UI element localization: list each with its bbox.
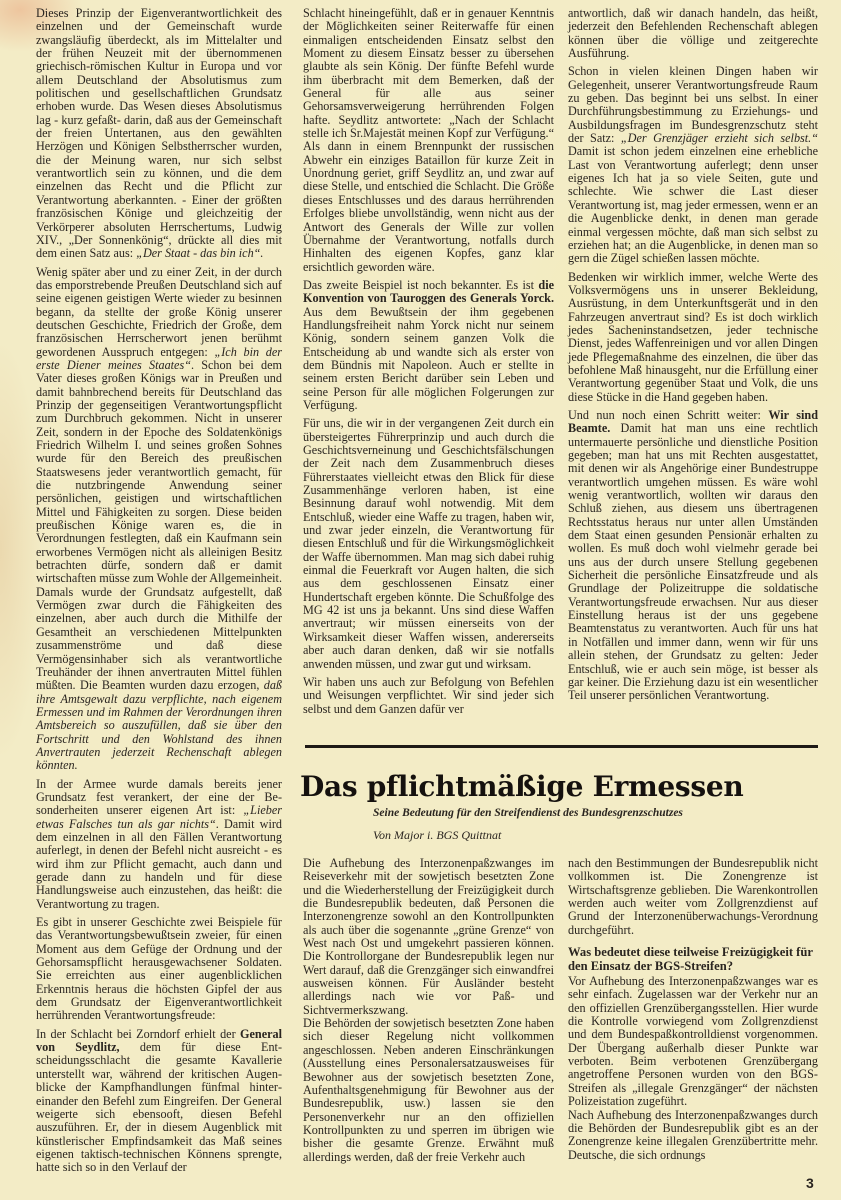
article-headline: Das pflichtmäßige Ermessen: [300, 770, 744, 803]
paragraph: Schon in vielen kleinen Dingen haben wir Gelegenheit, unserer Verantwortungsfreude Raum zu geben. Das beginnt bei uns selbst. In einer Durchführungsbestimmung zu Erziehungs- und Ausbildungsfragen im Bundesgrenzschutz steht der Satz: „Der Grenzjäger erzieht sich selbst.“ Damit ist schon jedem einzelnen eine erhebliche Last von Verantwortung auferlegt; denn unser eigenes Ich hat ja so viele Seiten, gute und schlechte. Wie schwer die Last dieser Verantwortung ist, mag jeder ermessen, wenn er an die Augenblicke denkt, in denen man gerade einmal vergessen möchte, daß man sich selbst zu erziehen hat; an die Augenblicke, in denen man so gern die Zügel schießen lassen möchte.: [568, 64, 818, 266]
paragraph: Und nun noch einen Schritt weiter: Wir sind Beamte. Damit hat man uns eine rechtlich untermauerte persönliche und dienstliche Position gegeben; man hat uns mit Rechten ausgestattet, mit denen wir als Angehörige einer Bundestruppe verantwortlich umgehen müssen. Es wäre wohl wenig verantwortlich, wollten wir daraus den Schluß ziehen, aus diesem uns übertragenen Rechtsstatus heraus nur unter allen Umständen dem Staat einen gesunden Pensionär erhalten zu wollen. Es muß doch wohl vielmehr gerade bei uns aus der durch unsere Stellung gegebenen Sicherheit die persönliche Einsatzfreude und als Grundlage der Polizeitruppe die soldatische Verantwortungsfreude erwachsen. Nur aus dieser Einstellung heraus ist der uns gegebene Beamtenstatus zu verantworten. Auch für uns hat in Notfällen und immer dann, wenn wir für uns allein stehen, der Grundsatz zu gelten: Jeder Entschluß, wie er auch sein möge, ist besser als gar keiner. Die Erziehung dazu ist ein wesentlicher Teil unserer persönlichen Verantwortung.: [568, 407, 818, 703]
quote: „Ich bin der erste Diener meines Staates“: [36, 344, 282, 372]
paragraph: In der Schlacht bei Zorndorf erhielt der General von Seydlitz, dem für diese Entscheidungsschlacht die gesamte Kavallerie unterstellt war, während der kritischen Augenblicke der Kampfhandlungen fünfmal hintereinander den Befehl zum Eingreifen. Der General weigerte sich ebensooft, diesen Befehl auszuführen. Er, der in diesem Augenblick mit künstlerischer Empfindsamkeit das Maß seines eigenen taktisch-technischen Könnens sprengte, hatte sich so in den Verlauf der: [36, 1026, 282, 1175]
paragraph: Schlacht hineingefühlt, daß er in genauer Kenntnis der Möglichkeiten seiner Reiterwaffe für einen einmaligen entscheidenden Einsatz selbst den Moment zu diesem Einsatz besser zu übersehen glaubte als sein König. Der fünfte Befehl wurde ihm überbracht mit dem Bemerken, daß der General für alle aus seiner Gehorsamsverweigerung herrührenden Folgen hafte. Seydlitz antwortete: „Nach der Schlacht stelle ich Sr.Majestät meinen Kopf zur Verfügung.“ Als dann in einem Brennpunkt der russischen Abwehr ein einziges Bataillon für kurze Zeit in Unordnung geriet, griff Seydlitz an, und zwar auf diese Stelle, und entschied die Schlacht. Die Größe dieses Entschlusses und des daraus herrührenden Erfolges bliebe unvollständig, wenn nicht aus der Antwort des Generals der Wille zur vollen Übernahme der Verantwortung, notfalls durch Hinhalten des eigenen Kopfes, ganz klar ersichtlich geworden wäre.: [303, 6, 554, 274]
paragraph: Wir haben uns auch zur Befolgung von Befehlen und Weisungen verpflichtet. Wir sind jeder sich selbst und dem Ganzen dafür ver: [303, 674, 554, 716]
paragraph: Vor Aufhebung des Interzonenpaßzwanges war es sehr einfach. Zugelassen war der Verkehr nur an den offiziellen Grenzübergangsstellen. Hier wurde die Kontrolle vorwiegend vom Zollgrenzdienst und dem Bundespaßkontrolldienst vorgenommen. Der Übergang außerhalb dieser Punkte war verboten. Beim verbotenen Grenzübergang angetroffene Personen wurden von den BGS-Streifen als „illegale Grenzgänger“ der nächsten Polizeistation zugeführt.: [568, 974, 818, 1109]
paragraph: Wenig später aber und zu einer Zeit, in der durch das emporstrebende Preußen Deutschland sich auf seine eigenen geistigen Werte wieder zu besinnen begann, da stellte der große König unserer deutschen Geschichte, Friedrich der Große, dem französischen Herrscherwort jenen berühmt gewordenen Ausspruch entgegen: „Ich bin der erste Diener meines Staates“. Schon bei dem Vater dieses großen Königs war in Preußen und damit bahnbrechend bereits für Deutschland das Prinzip der gegenseitigen Verantwortungspflicht zum Durchbruch gekommen. Nicht in unserer Zeit, sondern in der Epoche des Soldatenkönigs Friedrich Wilhelm I. und seines großen Sohnes wurde für den Bereich des preußischen Staatswesens jeder verantwortlich gemacht, für die nutzbringende Anwendung seiner persönlichen, geistigen und wirtschaftlichen Mittel und Fähigkeiten zu sorgen. Diese beiden preußischen Könige waren es, die in Verordnungen festlegten, daß ein Kaufmann sein erworbenes Vermögen nicht als alleinigen Besitz betrachten dürfe, sondern daß er damit wirtschaften müsse zum Wohle der Allgemeinheit. Damals wurde der Grundsatz aufgestellt, daß Vermögen zwar durch die Fähigkeiten des einzelnen, aber auch durch die Mithilfe der Gesamtheit an verschiedenen Mittelpunkten zusammenströme und daß diese Vermögensinhaber sich als verantwortliche Treuhänder der ihnen anvertrauten Mittel fühlen müßten. Die Beamten wurden dazu erzogen, daß ihre Amtsgewalt dazu verpflichte, nach eigenem Ermessen und im Rahmen der Verordnungen ihren Amtsbereich so auszufüllen, daß sie über den Fortschritt und den Wohlstand des ihnen Anvertrauten jederzeit Rechenschaft ablegen könnten.: [36, 264, 282, 773]
article-byline: Von Major i. BGS Quittnat: [373, 828, 502, 842]
paragraph: In der Armee wurde damals bereits jener Grundsatz fest verankert, der eine der Besonderheiten unserer eigenen Art ist: „Lieber etwas Falsches tun als gar nichts“. Damit wird dem einzelnen in all den Fällen Verantwortung auferlegt, in denen der Befehl nicht ausreicht - es wird ihm zur Pflicht gemacht, auch dann und gerade dann zu handeln und für diese Handlungsweise auch einzustehen, das heißt: die Verantwortung zu tragen.: [36, 776, 282, 911]
article1-column-3: [568, 7, 818, 708]
article1-column-2: [303, 7, 554, 721]
paragraph: antwortlich, daß wir danach handeln, das heißt, jederzeit den Befehlenden Rechenschaft ablegen können über die völlige und zeitgerechte Ausführung.: [568, 6, 818, 61]
paragraph: Die Aufhebung des Interzonenpaßzwanges im Reiseverkehr mit der sowjetisch besetzten Zone und die Wiederherstellung der Freizügigkeit durch die Bundesrepublik bedeuten, daß Personen die Interzonengrenze sowohl an den Kontrollpunkten als auch über die sogenannte „grüne Grenze“ von West nach Ost und umgekehrt passieren können. Die Kontrollorgane der Bundesrepublik legen nur Wert darauf, daß die Grenzgänger sich einwandfrei ausweisen können. Für Ausländer besteht allerdings nach wie vor Paß- und Sichtvermerkszwang.: [303, 856, 554, 1017]
bold-term: General von Seydlitz,: [36, 1026, 282, 1055]
bold-term: Wir sind Beamte.: [568, 407, 818, 436]
paragraph: Dieses Prinzip der Eigenverantwortlichkeit des einzelnen und der Gemeinschaft wurde zwangsläufig überdeckt, als im Mittelalter und der frühen Neuzeit mit der übernommenen griechisch-römischen Kultur in Europa und vor allem Deutschland der Absolutismus zum politischen und gesellschaftlichen Grundsatz erhoben wurde. Das Wesen dieses Absolutismus lag - kurz gefaßt- darin, daß aus der Gemeinschaft der freien Untertanen, aus den gewählten Herzögen und Königen Selbstherrscher wurden, die der Meinung waren, nur sich selbst verantwortlich sein zu können, und die dem einzelnen das Recht und die Pflicht zur Verantwortung aberkannten. - Einer der größten französischen Könige und gleichzeitig der Verkörperer absoluten Herrschertums, Ludwig XIV., „Der Sonnenkönig“, drückte all dies mit dem einen Satz aus: „Der Staat - das bin ich“.: [36, 6, 282, 261]
section-divider-rule: [305, 745, 818, 748]
paragraph: Die Behörden der sowjetisch besetzten Zone haben sich dieser Regelung nicht vollkommen angeschlossen. Neben anderen Einschränkungen (Ausstellung eines Personalersatzausweises für Bewohner aus der sowjetisch besetzten Zone, Aufenthaltsgenehmigung für Bewohner aus der Bundesrepublik, usw.) lassen sie den Personenverkehr nur an den offiziellen Kontrollpunkten zu und sperren im übrigen wie bisher die gesamte Grenze. Erwähnt muß allerdings werden, daß der freie Verkehr auch: [303, 1016, 554, 1164]
paragraph: nach den Bestimmungen der Bundesrepublik nicht vollkommen ist. Die Zonengrenze ist Wirtschaftsgrenze geblieben. Die Warenkontrollen werden auch weiter vom Zollgrenzdienst auf Grund der Interzonenüberwachungs-Verordnung durchgeführt.: [568, 856, 818, 937]
italic-passage: daß ihre Amtsgewalt dazu verpflichte, nach eigenem Ermessen und im Rahmen der Verordnungen ihren Amtsbereich so auszufüllen, daß sie über den Fortschritt und den Wohlstand des ihnen Anvertrauten jederzeit Rechenschaft ablegen könnten.: [36, 678, 282, 773]
section-subheading: Was bedeutet diese teilweise Freizügigkeit für den Einsatz der BGS-Streifen?: [568, 945, 813, 974]
article2-column-2: [568, 857, 818, 1167]
paragraph: Das zweite Beispiel ist noch bekannter. Es ist die Konvention von Tauroggen des Generals Yorck. Aus dem Bewußtsein der ihm gegebenen Handlungsfreiheit nahm Yorck nicht nur seinem König, sondern seinem ganzen Volk die Entscheidung ab und wandte sich als erster von dem Bündnis mit Napoleon. Auch er stellte in seinem ersten Bericht darüber sein Leben und seine Person für alle möglichen Folgerungen zur Verfügung.: [303, 277, 554, 412]
article-subtitle: Seine Bedeutung für den Streifendienst des Bundesgrenzschutzes: [373, 807, 683, 819]
paragraph: Bedenken wir wirklich immer, welche Werte des Volksvermögens uns in unserer Bekleidung, Ausrüstung, in dem Unterkunftsgerät und in den Fahrzeugen anvertraut sind? Es ist doch wirklich jedes Sacheninstandsetzen, jeder technische Dienst, jedes Waffenreinigen und vor allen Dingen jede Pflegemaßnahme des einzelnen, die über das befohlene Maß hinausgeht, nur die Erfüllung einer Verantwortung gegenüber Staat und Volk, die uns diese Stücke in die Hand gegeben haben.: [568, 269, 818, 404]
paragraph: Für uns, die wir in der vergangenen Zeit durch ein übersteigertes Führerprinzip und auch durch die Geschichtsverneinung und Geschichtsfälschungen der Zeit nach dem Zusammenbruch dieses Führerstaates vielleicht etwas den Blick für diese Zusammenhänge verloren haben, ist eine Besinnung darauf wohl notwendig. Mit dem Entschluß, wieder eine Waffe zu tragen, haben wir, und zwar jeder einzeln, die Verantwortung für diesen Entschluß und für die Wirkungsmöglichkeit der Waffe übernommen. Man mag sich dabei ruhig einmal die Feuerkraft vor Augen halten, die sich aus dem geschlossenen Einsatz einer Hundertschaft ergeben könnte. Die Schußfolge des MG 42 ist uns ja bekannt. Uns sind diese Waffen anvertraut; wir müssen einerseits von der Wirksamkeit dieser Waffen wissen, andererseits aber auch daran denken, daß wir sie notfalls anwenden müssen, und zwar gut und wirksam.: [303, 416, 554, 671]
quote: „Der Grenzjäger erzieht sich selbst.“: [620, 131, 818, 146]
paragraph: Es gibt in unserer Geschichte zwei Beispiele für das Verantwortungsbewußtsein zweier, für einen Moment aus dem Gefüge der Ordnung und der Gehorsamspflicht herausgewachsener Soldaten. Sie erreichten aus einer augenblicklichen Erkenntnis heraus die höchsten Gipfel der aus dem Grundsatz der Eigenverantwortlichkeit herrührenden Verantwortungsfreude:: [36, 915, 282, 1023]
article1-column-1: [36, 7, 282, 1180]
quote: „Der Staat - das bin ich“.: [136, 246, 264, 261]
page-number: 3: [806, 1175, 814, 1191]
paragraph: Nach Aufhebung des Interzonenpaßzwanges durch die Behörden der Bundesrepublik gibt es an der Zonengrenze keine illegalen Grenzübertritte mehr. Deutsche, die sich ordnungs: [568, 1107, 818, 1162]
article2-column-1: [303, 857, 554, 1169]
bold-term: die Konvention von Tauroggen des Generals Yorck.: [303, 277, 554, 306]
quote: „Lieber etwas Falsches tun als gar nichts“: [36, 803, 282, 831]
